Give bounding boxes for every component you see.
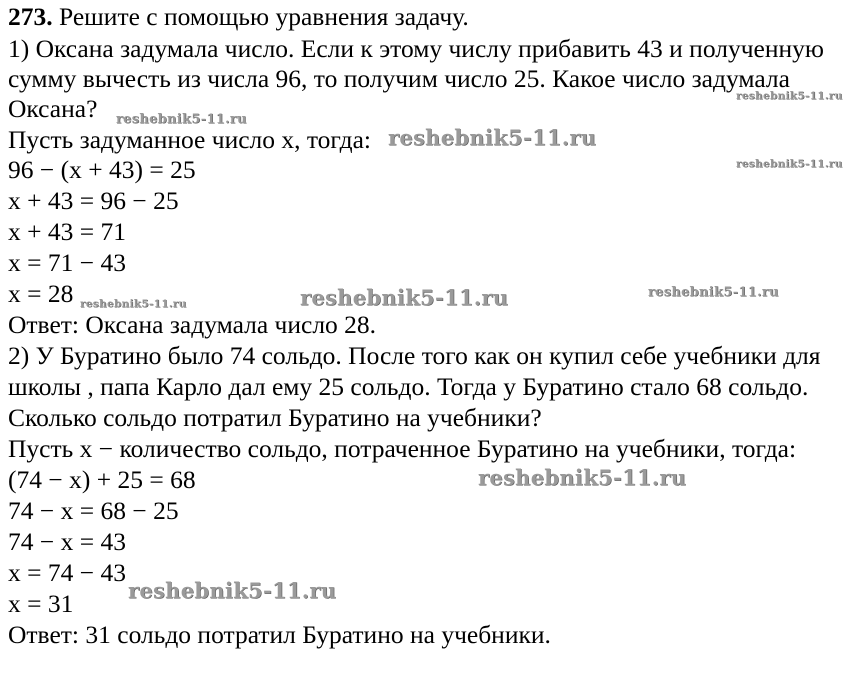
task-number: 273. [8, 2, 53, 31]
problem2-equation-1: (74 − x) + 25 = 68 [8, 465, 196, 494]
problem2-equation-3: 74 − x = 43 [8, 527, 127, 556]
problem1-text-line-3: Оксана? [8, 94, 98, 123]
problem1-equation-5: x = 28 [8, 279, 74, 308]
problem1-setup: Пусть задуманное число x, тогда: [8, 125, 372, 154]
problem2-text-line-3: Сколько сольдо потратил Буратино на учебники? [8, 403, 542, 432]
watermark: reshebnik5-11.ru [478, 465, 687, 490]
problem1-equation-1: 96 − (x + 43) = 25 [8, 155, 196, 184]
problem1-equation-4: x = 71 − 43 [8, 248, 127, 277]
problem2-equation-2: 74 − x = 68 − 25 [8, 496, 179, 525]
task-title: Решите с помощью уравнения задачу. [59, 2, 469, 31]
watermark: reshebnik5-11.ru [116, 112, 247, 127]
watermark: reshebnik5-11.ru [736, 90, 843, 102]
problem2-equation-4: x = 74 − 43 [8, 558, 127, 587]
task-header [8, 2, 469, 32]
problem1-text-line-1: 1) Оксана задумала число. Если к этому числу прибавить 43 и полученную [8, 34, 824, 63]
problem2-text-line-1: 2) У Буратино было 74 сольдо. После того как он купил себе учебники для [8, 341, 821, 370]
problem2-text-line-2: школы , папа Карло дал ему 25 сольдо. Тогда у Буратино стало 68 сольдо. [8, 372, 809, 401]
problem1-equation-2: x + 43 = 96 − 25 [8, 186, 179, 215]
problem2-answer: Ответ: 31 сольдо потратил Буратино на учебники. [8, 620, 551, 649]
problem1-text-line-2: сумму вычесть из числа 96, то получим число 25. Какое число задумала [8, 64, 790, 93]
problem1-equation-3: x + 43 = 71 [8, 217, 127, 246]
problem2-equation-5: x = 31 [8, 589, 74, 618]
problem2-setup: Пусть x − количество сольдо, потраченное Буратино на учебники, тогда: [8, 434, 797, 463]
watermark: reshebnik5-11.ru [388, 125, 597, 150]
problem1-answer: Ответ: Оксана задумала число 28. [8, 310, 377, 339]
watermark: reshebnik5-11.ru [80, 298, 187, 310]
watermark: reshebnik5-11.ru [300, 285, 509, 310]
watermark: reshebnik5-11.ru [128, 578, 337, 603]
watermark: reshebnik5-11.ru [736, 158, 843, 170]
watermark: reshebnik5-11.ru [648, 285, 779, 300]
